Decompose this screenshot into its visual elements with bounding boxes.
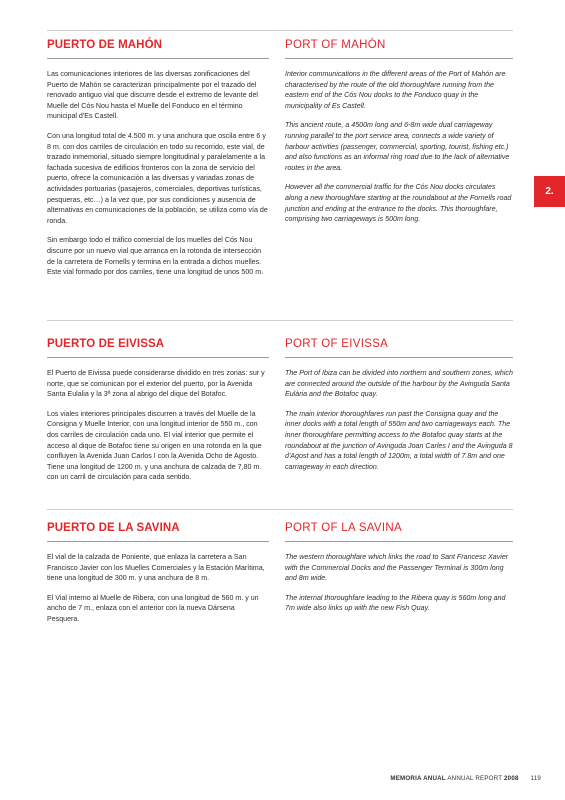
- paragraph-es: El vial de la calzada de Poniente, que enlaza la carretera a San Francisco Javier con los Muelles Comerciales y la Estación Marítima, tiene una longitud de 300 m. y una anchura de 8 m.: [47, 553, 265, 583]
- paragraph-es: Las comunicaciones interiores de las diversas zonificaciones del Puerto de Mahón se caracterizan principalmente por el trazado del renovado antiguo vial que discurre desde el extremo de levante del Muelle del Cós Nou hasta el Muelle del Fonduco en el término municipal d'Es Castell.: [47, 70, 258, 121]
- heading-en: PORT OF EIVISSA: [285, 338, 389, 350]
- paragraph-es: El Vial interno al Muelle de Ribera, con una longitud de 560 m. y un ancho de 7 m., enlaza con el anterior con la nueva Dársena Pesquera.: [47, 593, 259, 623]
- footer-year: 2008: [504, 775, 519, 782]
- column-es: [47, 522, 269, 634]
- chapter-tab: [534, 176, 565, 207]
- footer-title-es: MEMORIA ANUAL: [390, 775, 446, 782]
- column-es: [47, 39, 269, 287]
- section-rule: [47, 509, 513, 510]
- heading-es: PUERTO DE LA SAVINA: [47, 522, 180, 534]
- paragraph-en: The Port of Ibiza can be divided into northern and southern zones, which are connected around the outside of the harbour by the Avinguda Santa Eulària and the Botafoc quay.: [285, 369, 513, 399]
- heading-en: PORT OF LA SAVINA: [285, 522, 402, 534]
- column-en: [285, 39, 513, 234]
- paragraph-en: This ancient route, a 4500m long and 6-8m wide dual carriageway running parallel to the port service area, connects a wide variety of harbour activities (passenger, commercial, sporting, tourist, fishing etc.) and also functions as an informal ring road due to the lack of alternative routes in the area.: [285, 121, 510, 172]
- paragraph-en: The western thoroughfare which links the road to Sant Francesc Xavier with the Commercial Docks and the Passenger Terminal is 300m long and 8m wide.: [285, 553, 509, 583]
- page-footer: [390, 775, 541, 782]
- column-en: [285, 522, 513, 623]
- heading-rule: [285, 58, 513, 59]
- paragraph-en: Interior communications in the different areas of the Port of Mahón are characterised by the route of the old thoroughfare running from the eastern end of the Cós Nou docks to the Fonduco quay in the municipality of Es Castell.: [285, 70, 506, 110]
- heading-rule: [285, 541, 513, 542]
- heading-en: PORT OF MAHÓN: [285, 39, 386, 51]
- page-number: 119: [530, 775, 541, 782]
- paragraph-en: The internal thoroughfare leading to the Ribera quay is 560m long and 7m wide also links up with the new Fish Quay.: [285, 593, 506, 613]
- heading-rule: [285, 357, 513, 358]
- heading-es: PUERTO DE EIVISSA: [47, 338, 165, 350]
- paragraph-es: Los viales interiores principales discurren a través del Muelle de la Consigna y Muelle Interior, con una longitud interior de 550 m., con dos carriles de circulación cada uno. El vial interior que permite el acceso al dique de Botafoc tiene su origen en una rotonda en la que confluyen la Avenida Juan Carlos I con la Avenida Ocho de Agosto. Tiene una longitud de 1200 m. y una anchura de calzada de 7,80 m. con un carril de circulación para cada sentido.: [47, 409, 262, 482]
- chapter-number: 2.: [545, 186, 554, 197]
- heading-rule: [47, 357, 269, 358]
- section-rule: [47, 320, 513, 321]
- column-es: [47, 338, 269, 492]
- heading-es: PUERTO DE MAHÓN: [47, 39, 163, 51]
- top-rule: [47, 30, 513, 31]
- paragraph-en: The main interior thoroughfares run past the Consigna quay and the inner docks with a total length of 550m and two carriageways each. The inner thoroughfare permitting access to the Botafoc quay starts at the roundabout at the junction of Avinguda Joan Carles I and the Avinguda 8 d'Agost and has a total length of 1200m, a total width of 7.8m and one carriageway in each direction.: [285, 409, 513, 471]
- footer-title-en: ANNUAL REPORT: [447, 775, 503, 782]
- heading-rule: [47, 58, 269, 59]
- paragraph-es: El Puerto de Eivissa puede considerarse dividido en tres zonas: sur y norte, que se comunican por el exterior del puerto, por la Avenida Santa Eulalia y la 3ª zona al abrigo del dique del Botafoc.: [47, 369, 265, 399]
- paragraph-es: Con una longitud total de 4.500 m. y una anchura que oscila entre 6 y 8 m. con dos carriles de circulación en todo su recorrido, este vial, de trazado inmemorial, situado siempre longitudinal y paralelamente a la fachada sucesiva de edificios fronteros con la zona de servicio del puerto, ofrece la comunicación a las diversas y variadas zonas de actividades portuarias (pasajeros, comerciales, deportivas turísticas, pesqueras, etc…) a la vez que, por sus condiciones y ausencia de alternativas en comunicaciones de la población, se utiliza como vía de ronda.: [47, 131, 268, 225]
- paragraph-en: However all the commercial traffic for the Cós Nou docks circulates along a new thoroughfare starting at the roundabout at the Fornells road junction and ending at the entrance to the docks. This thoroughfare, comprising two carriageways is 500m long.: [285, 183, 512, 224]
- heading-rule: [47, 541, 269, 542]
- paragraph-es: Sin embargo todo el tráfico comercial de los muelles del Cós Nou discurre por un nuevo vial que arranca en la rotonda de intersección de la carretera de Fornells y termina en la entrada a dichos muelles. Este vial formado por dos carriles, tiene una longitud de unos 500 m.: [47, 236, 264, 277]
- column-en: [285, 338, 513, 481]
